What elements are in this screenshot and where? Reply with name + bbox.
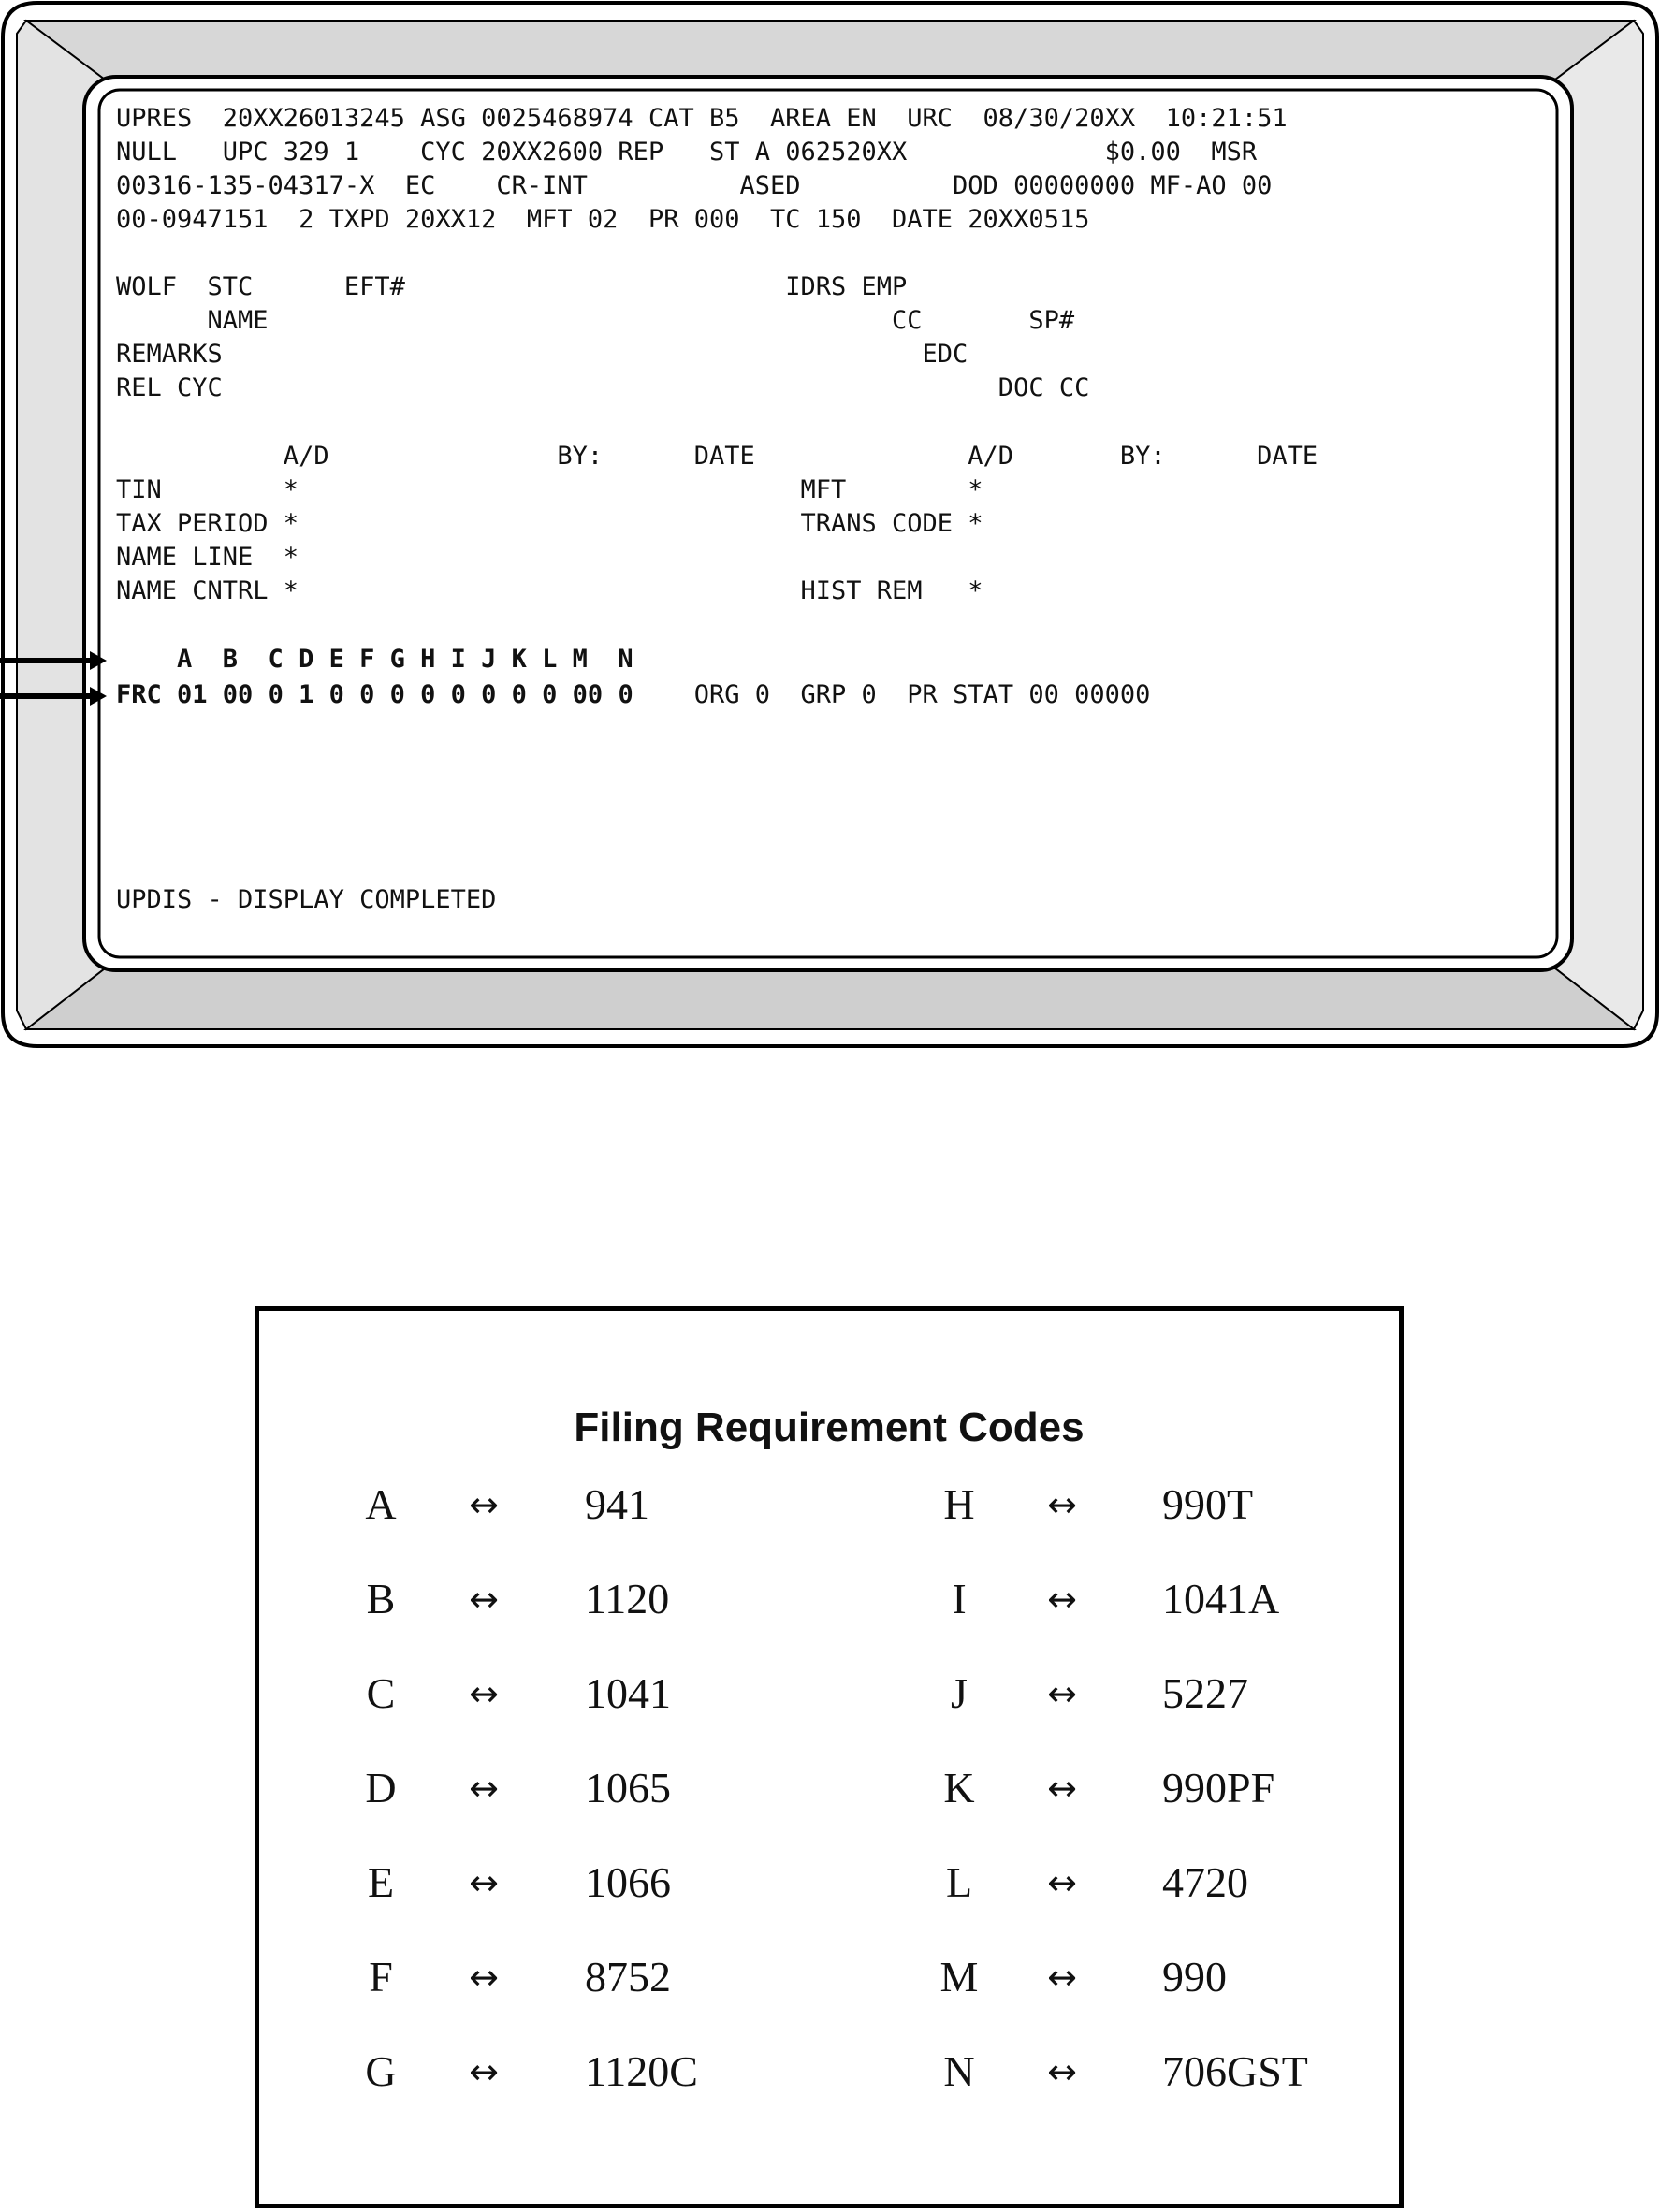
legend-form-number: 1120C xyxy=(585,2047,698,2095)
filing-requirement-codes-legend xyxy=(255,1306,1404,2208)
arrow-to-frc-row xyxy=(0,687,107,706)
legend-grid xyxy=(259,1311,1399,2204)
legend-letter: L xyxy=(945,1858,973,1906)
header-line-1: UPRES 20XX26013245 ASG 0025468974 CAT B5 AREA EN URC 08/30/20XX 10:21:51 xyxy=(116,104,1288,133)
double-arrow-icon: ↔ xyxy=(1047,1673,1077,1714)
ad-header-line: A/D BY: DATE A/D BY: DATE xyxy=(116,442,1318,471)
info-line-3: REMARKS EDC xyxy=(116,340,968,369)
arrow-to-letter-row xyxy=(0,651,107,670)
double-arrow-icon: ↔ xyxy=(1047,1862,1077,1903)
legend-form-number: 5227 xyxy=(1162,1669,1248,1717)
legend-form-number: 1120 xyxy=(585,1575,670,1623)
ad-name-cntrl-line: NAME CNTRL * HIST REM * xyxy=(116,576,983,605)
header-line-4: 00-0947151 2 TXPD 20XX12 MFT 02 PR 000 TC 150 DATE 20XX0515 xyxy=(116,205,1090,234)
legend-form-number: 1041 xyxy=(585,1669,671,1717)
legend-letter: E xyxy=(367,1858,395,1906)
legend-form-number: 990 xyxy=(1162,1953,1227,2001)
legend-form-number: 941 xyxy=(585,1480,649,1528)
legend-letter: F xyxy=(369,1953,393,2001)
legend-letter: K xyxy=(943,1764,975,1812)
double-arrow-icon: ↔ xyxy=(469,1957,499,1998)
double-arrow-icon: ↔ xyxy=(1047,1579,1077,1620)
legend-form-number: 4720 xyxy=(1162,1858,1248,1906)
info-line-4: REL CYC DOC CC xyxy=(116,373,1090,402)
frc-line xyxy=(116,681,1150,709)
ad-tin-line: TIN * MFT * xyxy=(116,475,983,504)
ad-tax-period-line: TAX PERIOD * TRANS CODE * xyxy=(116,509,983,538)
legend-letter: A xyxy=(365,1480,397,1528)
frc-label: FRC xyxy=(116,680,162,709)
double-arrow-icon: ↔ xyxy=(469,2051,499,2092)
double-arrow-icon: ↔ xyxy=(469,1768,499,1809)
legend-letter: D xyxy=(365,1764,397,1812)
terminal-screen xyxy=(103,91,1553,956)
double-arrow-icon: ↔ xyxy=(1047,1484,1077,1525)
legend-form-number: 1065 xyxy=(585,1764,671,1812)
legend-letter: B xyxy=(366,1575,396,1623)
legend-form-number: 1066 xyxy=(585,1858,671,1906)
legend-letter: H xyxy=(943,1480,975,1528)
header-line-2: NULL UPC 329 1 CYC 20XX2600 REP ST A 062520XX $0.00 MSR xyxy=(116,138,1258,167)
legend-form-number: 706GST xyxy=(1162,2047,1308,2095)
info-line-1: WOLF STC EFT# IDRS EMP xyxy=(116,272,908,301)
legend-form-number: 1041A xyxy=(1162,1575,1280,1623)
legend-letter: N xyxy=(943,2047,975,2095)
double-arrow-icon: ↔ xyxy=(1047,1768,1077,1809)
ad-name-line: NAME LINE * xyxy=(116,543,299,572)
frc-tail: ORG 0 GRP 0 PR STAT 00 00000 xyxy=(633,680,1151,709)
double-arrow-icon: ↔ xyxy=(1047,1957,1077,1998)
double-arrow-icon: ↔ xyxy=(469,1673,499,1714)
double-arrow-icon: ↔ xyxy=(469,1484,499,1525)
frc-letter-header: A B C D E F G H I J K L M N xyxy=(116,645,633,674)
legend-form-number: 8752 xyxy=(585,1953,671,2001)
info-line-2: NAME CC SP# xyxy=(116,306,1075,335)
frc-values: 01 00 0 1 0 0 0 0 0 0 0 0 00 0 xyxy=(161,680,633,709)
monitor-frame xyxy=(0,0,1660,1053)
pointer-arrows xyxy=(0,646,122,711)
header-line-3: 00316-135-04317-X EC CR-INT ASED DOD 00000000 MF-AO 00 xyxy=(116,171,1273,200)
legend-letter: C xyxy=(366,1669,396,1717)
legend-title: Filing Requirement Codes xyxy=(574,1404,1085,1450)
legend-form-number: 990T xyxy=(1162,1480,1254,1528)
legend-letter: J xyxy=(951,1669,968,1717)
status-message: UPDIS - DISPLAY COMPLETED xyxy=(116,885,497,914)
double-arrow-icon: ↔ xyxy=(1047,2051,1077,2092)
legend-form-number: 990PF xyxy=(1162,1764,1275,1812)
legend-letter: M xyxy=(939,1953,979,2001)
double-arrow-icon: ↔ xyxy=(469,1579,499,1620)
legend-letter: I xyxy=(952,1575,967,1623)
legend-letter: G xyxy=(365,2047,397,2095)
double-arrow-icon: ↔ xyxy=(469,1862,499,1903)
